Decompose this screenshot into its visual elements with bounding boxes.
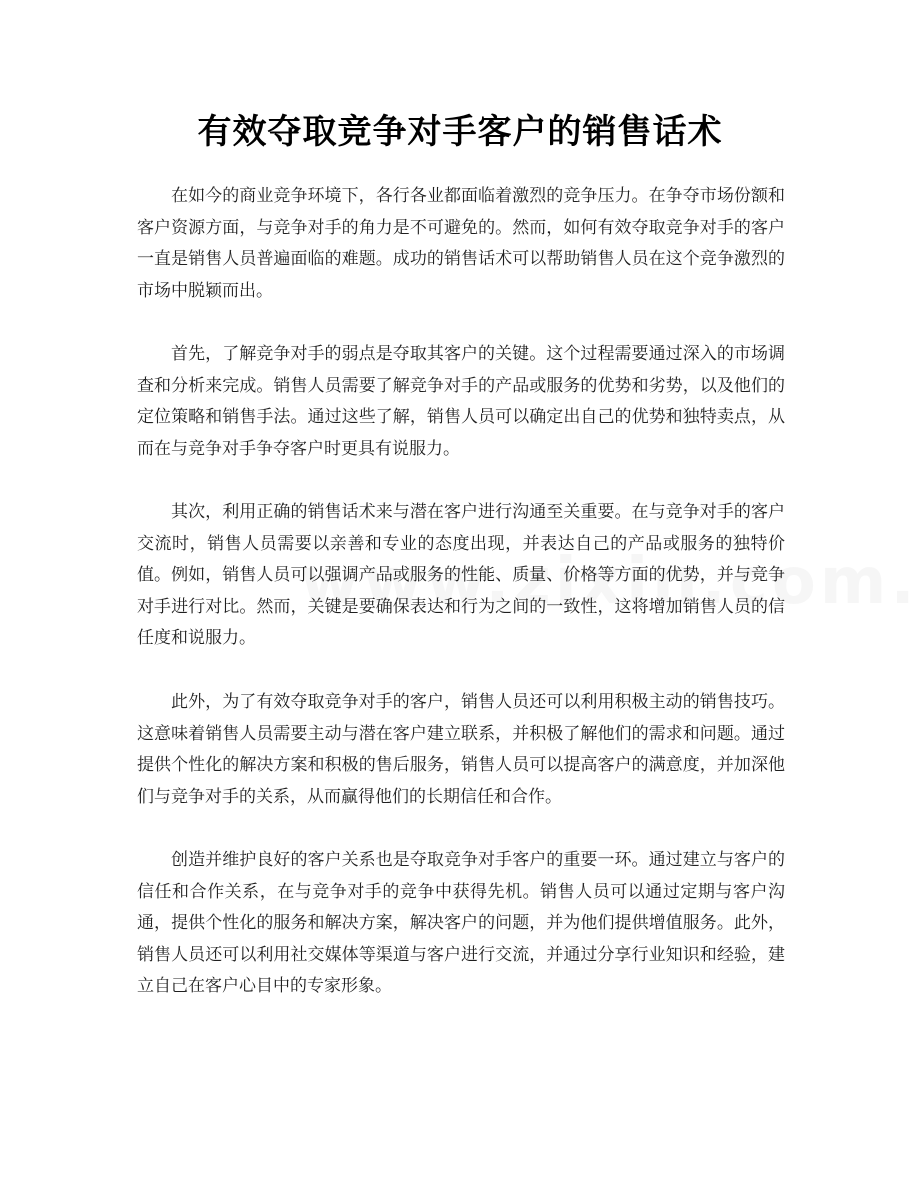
paragraph-text: 首先，了解竞争对手的弱点是夺取其客户的关键。这个过程需要通过深入的市场调查和分析来完成。销售人员需要了解竞争对手的产品或服务的优势和劣势，以及他们的定位策略和销售手法。通过这些了解，销售人员可以确定出自己的优势和独特卖点，从而在与竞争对手争夺客户时更具有说服力。 [137,344,785,459]
paragraph-2 [137,339,785,465]
paragraph-text: 此外，为了有效夺取竞争对手的客户，销售人员还可以利用积极主动的销售技巧。这意味着销售人员需要主动与潜在客户建立联系，并积极了解他们的需求和问题。通过提供个性化的解决方案和积极的售后服务，销售人员可以提高客户的满意度，并加深他们与竞争对手的关系，从而赢得他们的长期信任和合作。 [137,692,785,807]
paragraph-text: 创造并维护良好的客户关系也是夺取竞争对手客户的重要一环。通过建立与客户的信任和合作关系，在与竞争对手的竞争中获得先机。销售人员可以通过定期与客户沟通，提供个性化的服务和解决方案，解决客户的问题，并为他们提供增值服务。此外，销售人员还可以利用社交媒体等渠道与客户进行交流，并通过分享行业知识和经验，建立自己在客户心目中的专家形象。 [137,850,785,997]
paragraph-1 [137,181,785,307]
paragraph-5 [137,845,785,1003]
document-title: 有效夺取竞争对手客户的销售话术 [197,112,723,152]
paragraph-3 [137,497,785,655]
paragraph-4 [137,687,785,813]
paragraph-text: 在如今的商业竞争环境下，各行各业都面临着激烈的竞争压力。在争夺市场份额和客户资源方面，与竞争对手的角力是不可避免的。然而，如何有效夺取竞争对手的客户一直是销售人员普遍面临的难题。成功的销售话术可以帮助销售人员在这个竞争激烈的市场中脱颖而出。 [137,186,785,301]
paragraph-text: 其次，利用正确的销售话术来与潜在客户进行沟通至关重要。在与竞争对手的客户交流时，销售人员需要以亲善和专业的态度出现，并表达自己的产品或服务的独特价值。例如，销售人员可以强调产品或服务的性能、质量、价格等方面的优势，并与竞争对手进行对比。然而，关键是要确保表达和行为之间的一致性，这将增加销售人员的信任度和说服力。 [137,502,785,649]
